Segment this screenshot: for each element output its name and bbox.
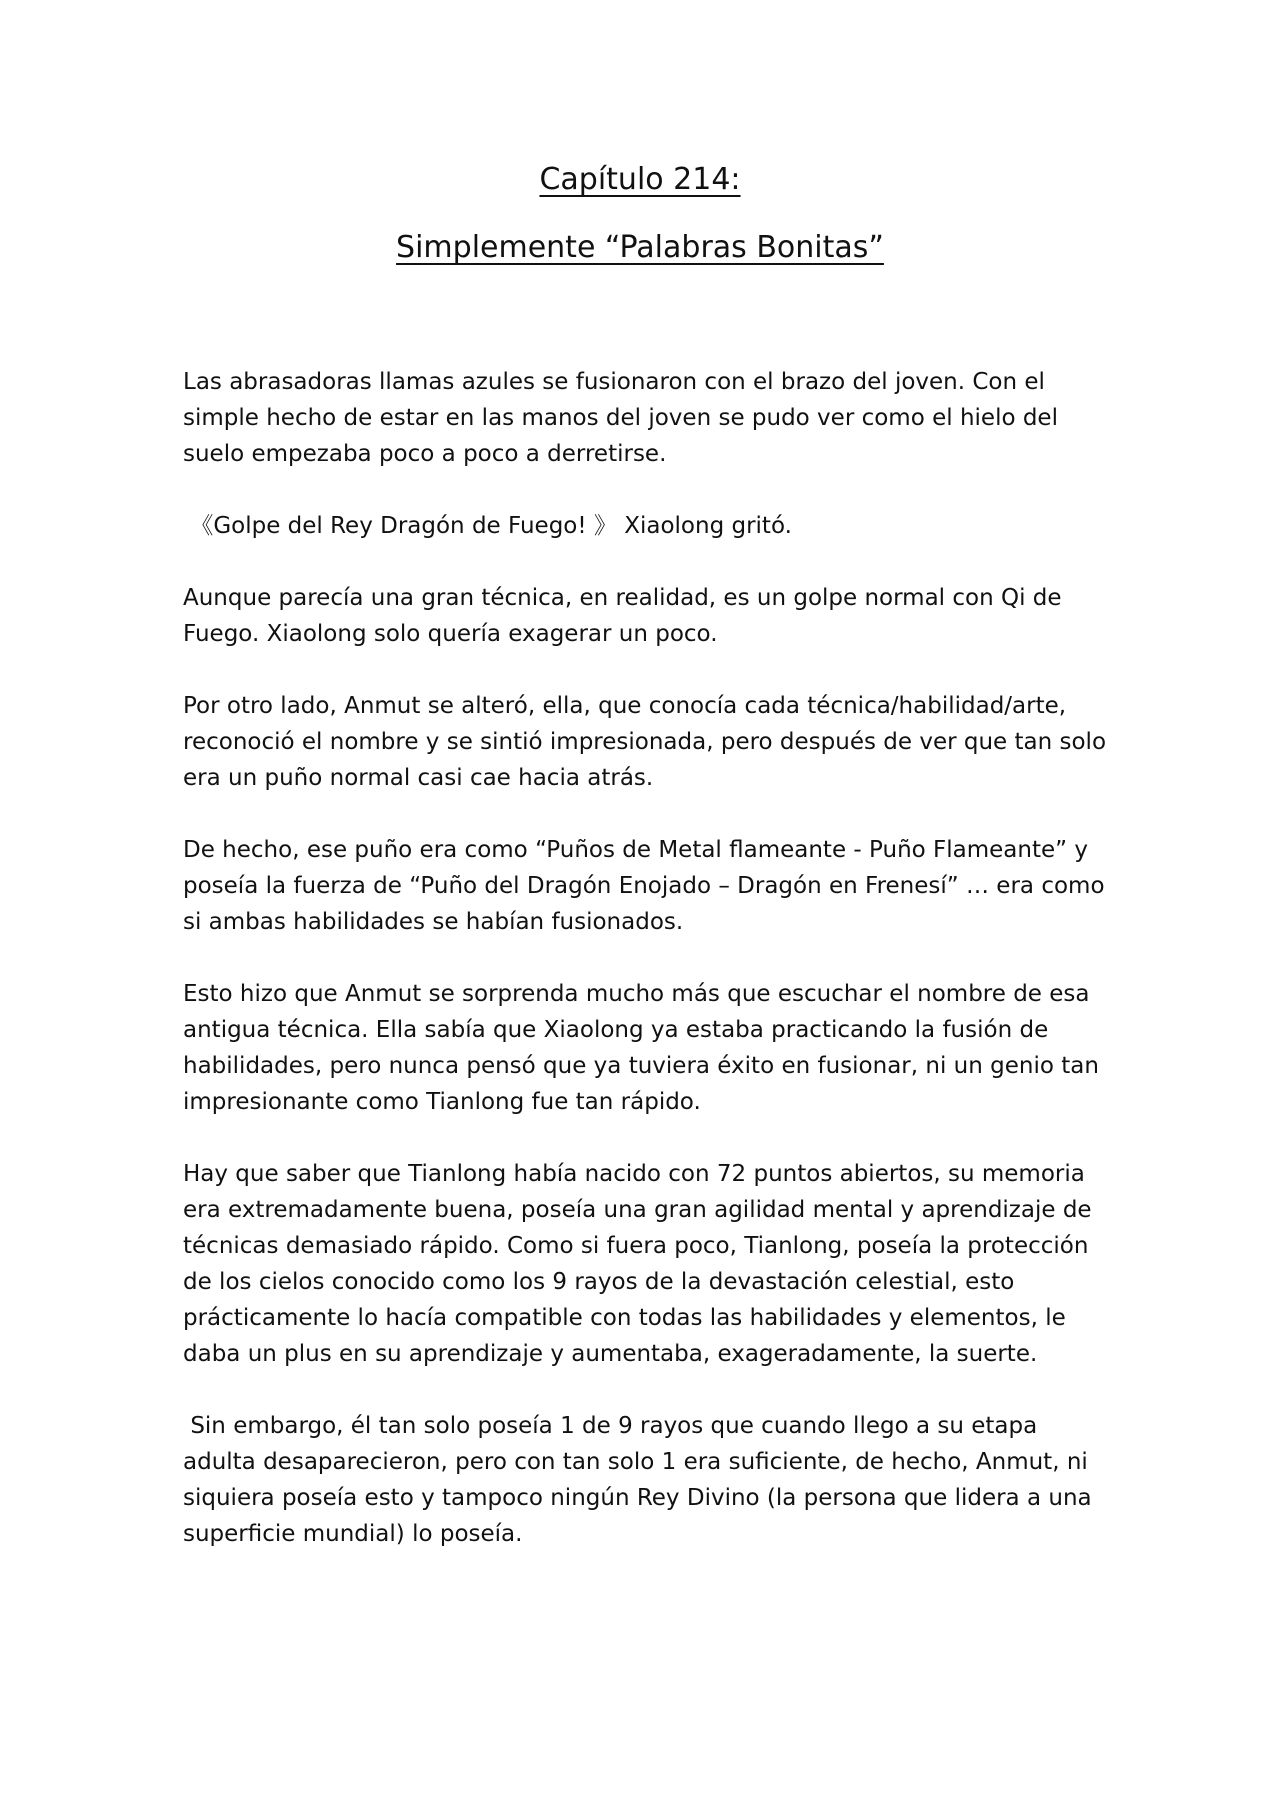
paragraph: De hecho, ese puño era como “Puños de Metal flameante - Puño Flameante” y poseía la fuerza de “Puño del Dragón Enojado – Dragón en Frenesí” … era como si ambas habilidades se habían fusionados. (183, 837, 1112, 935)
chapter-title-text: Capítulo 214: (539, 162, 741, 197)
chapter-subtitle (0, 228, 1280, 268)
paragraph: Esto hizo que Anmut se sorprenda mucho más que escuchar el nombre de esa antigua técnica. Ella sabía que Xiaolong ya estaba practicando la fusión de habilidades, pero nunca pensó que ya tuviera éxito en fusionar, ni un genio tan impresionante como Tianlong fue tan rápido. (183, 981, 1107, 1115)
paragraph: 《Golpe del Rey Dragón de Fuego! 》 Xiaolong gritó. (183, 513, 792, 539)
document-body (183, 364, 1114, 1588)
paragraph: Hay que saber que Tianlong había nacido con 72 puntos abiertos, su memoria era extremadamente buena, poseía una gran agilidad mental y aprendizaje de técnicas demasiado rápido. Como si fuera poco, Tianlong, poseía la protección de los cielos conocido como los 9 rayos de la devastación celestial, esto prácticamente lo hacía compatible con todas las habilidades y elementos, le daba un plus en su aprendizaje y aumentaba, exageradamente, la suerte. (183, 1161, 1099, 1367)
paragraph: Sin embargo, él tan solo poseía 1 de 9 rayos que cuando llego a su etapa adulta desaparecieron, pero con tan solo 1 era suficiente, de hecho, Anmut, ni siquiera poseía esto y tampoco ningún Rey Divino (la persona que lidera a una superficie mundial) lo poseía. (183, 1413, 1099, 1547)
chapter-subtitle-text: Simplemente “Palabras Bonitas” (396, 230, 884, 265)
chapter-title (0, 160, 1280, 200)
paragraph: Las abrasadoras llamas azules se fusionaron con el brazo del joven. Con el simple hecho de estar en las manos del joven se pudo ver como el hielo del suelo empezaba poco a poco a derretirse. (183, 369, 1066, 467)
paragraph: Por otro lado, Anmut se alteró, ella, que conocía cada técnica/habilidad/arte, reconoció el nombre y se sintió impresionada, pero después de ver que tan solo era un puño normal casi cae hacia atrás. (183, 693, 1114, 791)
paragraph: Aunque parecía una gran técnica, en realidad, es un golpe normal con Qi de Fuego. Xiaolong solo quería exagerar un poco. (183, 585, 1069, 647)
